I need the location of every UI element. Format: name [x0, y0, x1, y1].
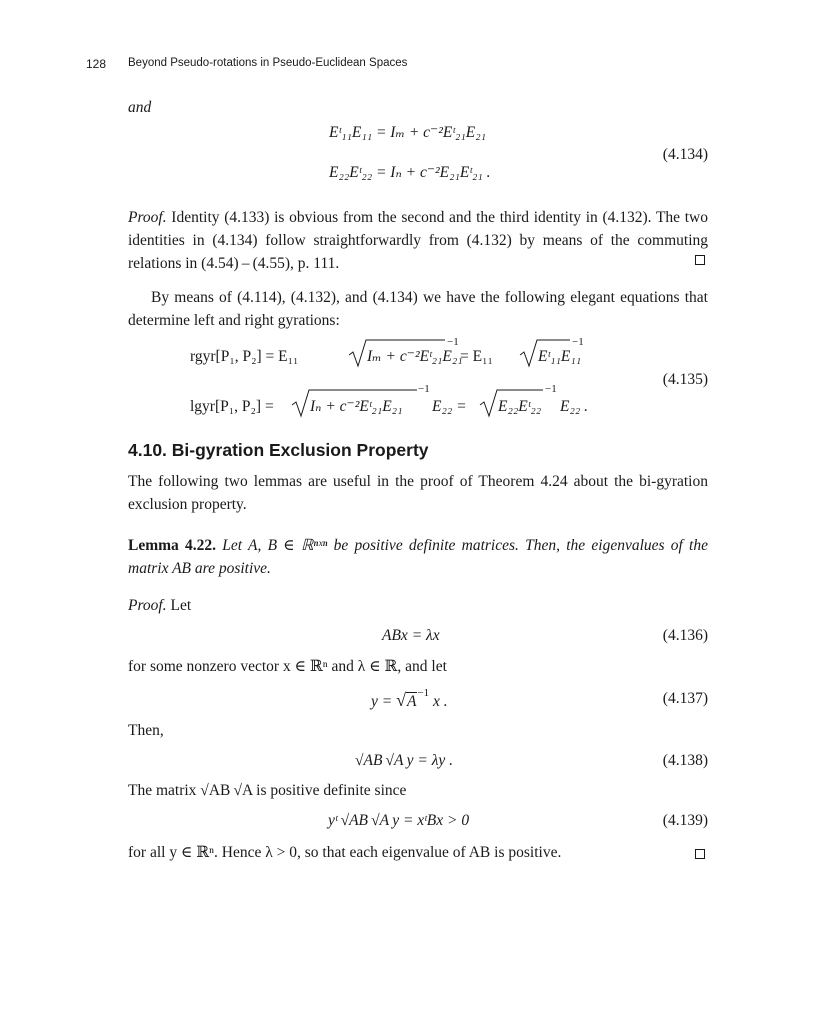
- paragraph-lemmas: The following two lemmas are useful in the proof of Theorem 4.24 about the bi-gyration exclusion property.: [128, 473, 708, 513]
- inverse-exponent: −1: [418, 383, 430, 395]
- proof-word: Let: [166, 597, 192, 614]
- lemma-4-22: [128, 534, 708, 580]
- rgyr-lhs: rgyr[P₁, P₂] = E₁₁: [190, 348, 299, 365]
- equation-number-4134: (4.134): [662, 146, 708, 163]
- equation-4137: [371, 686, 448, 711]
- running-title: Beyond Pseudo-rotations in Pseudo-Euclidean Spaces: [128, 57, 408, 69]
- lgyr-mid: E₂₂ =: [432, 398, 467, 415]
- equation-number-4139: (4.139): [662, 812, 708, 829]
- lgyr-end: E₂₂ .: [560, 398, 588, 415]
- proof-label: Proof.: [128, 597, 167, 614]
- proof-2-intro: [128, 597, 191, 615]
- lemma-text: Let A, B ∈ ℝⁿˣⁿ be positive definite matrices. Then, the eigenvalues of the matrix AB are positive.: [128, 537, 708, 577]
- equation-4134-line2: E₂₂Eᵗ₂₂ = Iₙ + c⁻²E₂₁Eᵗ₂₁ .: [329, 164, 491, 181]
- equation-4138: √AB √A y = λy .: [355, 752, 454, 769]
- rgyr-mid: = E₁₁: [460, 348, 493, 365]
- equation-4134-line1: Eᵗ₁₁E₁₁ = Iₘ + c⁻²Eᵗ₂₁E₂₁: [329, 124, 486, 141]
- paragraph-gyrations: By means of (4.114), (4.132), and (4.134) we have the following elegant equations that determine left and right gyrations:: [128, 289, 708, 329]
- equation-4139: yᵗ √AB √A y = xᵗBx > 0: [328, 812, 470, 829]
- text-some-vector: for some nonzero vector x ∈ ℝⁿ and λ ∈ ℝ, and let: [128, 658, 447, 675]
- text-final: for all y ∈ ℝⁿ. Hence λ > 0, so that each eigenvalue of AB is positive.: [128, 844, 562, 861]
- qed-square-icon: [695, 849, 705, 859]
- inverse-exponent: −1: [545, 383, 557, 395]
- text-matrix-positive: The matrix √AB √A is positive definite since: [128, 782, 407, 799]
- radical-sign-icon: √: [396, 690, 406, 710]
- section-title: 4.10. Bi-gyration Exclusion Property: [128, 440, 429, 460]
- equation-4135: [0, 0, 832, 420]
- inverse-exponent: −1: [417, 686, 430, 699]
- lgyr-lhs: lgyr[P₁, P₂] =: [190, 398, 274, 415]
- eq-4137-radicand: A: [406, 693, 417, 710]
- lgyr-radicand-1: Iₙ + c⁻²Eᵗ₂₁E₂₁: [310, 398, 403, 415]
- intro-word: and: [128, 99, 152, 116]
- rgyr-radicand-2: Eᵗ₁₁E₁₁: [538, 348, 582, 365]
- eq-4137-lhs: y =: [371, 693, 397, 710]
- rgyr-radicand-1: Iₘ + c⁻²Eᵗ₂₁E₂₁: [367, 348, 463, 365]
- inverse-exponent: −1: [447, 336, 459, 348]
- proof-label: Proof.: [128, 209, 167, 226]
- text-then: Then,: [128, 722, 164, 739]
- lgyr-radicand-2: E₂₂Eᵗ₂₂: [498, 398, 542, 415]
- equation-number-4137: (4.137): [662, 690, 708, 707]
- eq-4137-rhs: x .: [433, 693, 448, 710]
- equation-number-4135: (4.135): [662, 371, 708, 388]
- inverse-exponent: −1: [572, 336, 584, 348]
- equation-4136: ABx = λx: [382, 627, 440, 644]
- page-number: 128: [86, 57, 107, 71]
- lemma-label: Lemma 4.22.: [128, 537, 217, 554]
- proof-text: Identity (4.133) is obvious from the second and the third identity in (4.132). The two identities in (4.134) follow straightforwardly from (4.132) by means of the commuting relations in (4.54) – (4.55), p. 111.: [128, 209, 708, 272]
- equation-number-4136: (4.136): [662, 627, 708, 644]
- equation-number-4138: (4.138): [662, 752, 708, 769]
